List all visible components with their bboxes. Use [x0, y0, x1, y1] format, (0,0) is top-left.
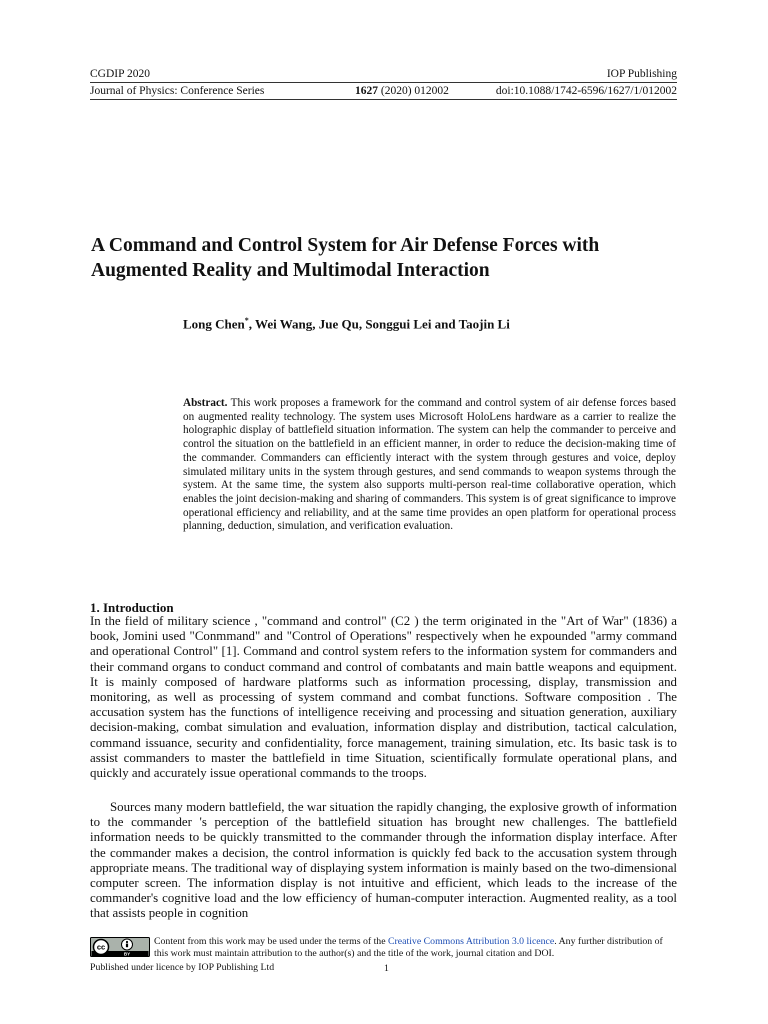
first-author: Long Chen [183, 316, 245, 332]
license-text-after: . Any further distribution of this work must maintain attribution to the author(s) and the title of the work, journal citation and DOI. [154, 936, 663, 959]
cc-icon-label: cc [96, 942, 106, 952]
corresponding-author-mark: * [244, 316, 249, 325]
header-rule-top [90, 82, 677, 83]
license-notice [154, 936, 679, 960]
page-number: 1 [384, 963, 389, 974]
volume-detail: (2020) 012002 [380, 85, 449, 97]
intro-paragraph-1: In the field of military science , "command and control" (C2 ) the term originated in the "Art of War" (1836) a book, Jomini used "Conmmand" and "Control of Operations" respectively when he expounded "army command and operational Control" [1]. Command and control system refers to the information system for commanders and their command organs to conduct command and control of combatants and main battle weapons and equipment. It is mainly composed of hardware platforms such as information processing, display, transmission and monitoring, as well as processing of system command and combat functions. Software composition . The accusation system has the functions of intelligence receiving and processing and situation generation, auxiliary decision-making, combat simulation and evaluation, information display and distribution, tactical calculation, command issuance, security and confidentiality, force management, training simulation, etc. Its basic task is to assist commanders to master the battlefield in time Situation, scientifically formulate operational plans, and quickly and accurately issue operational commands to the troops. [90, 614, 677, 781]
other-authors: , Wei Wang, Jue Qu, Songgui Lei and Taojin Li [248, 316, 510, 332]
abstract [183, 397, 676, 534]
abstract-label: Abstract. [183, 397, 228, 409]
by-label: BY [123, 951, 131, 957]
paper-title: A Command and Control System for Air Defense Forces with Augmented Reality and Multimodal Interaction [91, 235, 600, 281]
volume-info [355, 84, 449, 98]
header-rule-bottom [90, 99, 677, 100]
volume-number: 1627 [355, 85, 378, 97]
published-under-licence: Published under licence by IOP Publishing Ltd [90, 962, 275, 973]
doi: doi:10.1088/1742-6596/1627/1/012002 [495, 85, 677, 97]
license-text-before: Content from this work may be used under the terms of the [154, 936, 386, 947]
journal-series: Journal of Physics: Conference Series [90, 85, 265, 97]
author-list [183, 316, 510, 332]
intro-paragraph-2: Sources many modern battlefield, the war situation the rapidly changing, the explosive growth of information to the commander 's perception of the battlefield situation has brought new challenges. The battlefield information needs to be quickly transmitted to the commander through the information display interface. After the commander makes a decision, the control information is quickly fed back to the accusation system through appropriate means. The traditional way of displaying system information is mainly based on the two-dimensional computer screen. The information display is not intuitive and efficient, which leads to the increase of the commander's cognitive load and the low efficiency of human-computer interaction. Augmented reality, as a tool that assists people in cognition [90, 800, 677, 921]
section-heading-introduction: 1. Introduction [90, 600, 174, 615]
creative-commons-badge [90, 937, 150, 957]
abstract-text: This work proposes a framework for the command and control system of air defense forces based on augmented reality technology. The system uses Microsoft HoloLens hardware as a carrier to realize the holographic display of battlefield situation information. The system can help the commander to perceive and control the situation on the battlefield in an efficient manner, in order to reduce the decision-making time of the commander. Commanders can efficiently interact with the system through gestures and voice, deploy simulated military units in the system through gestures, and send commands to weapon systems through the system. At the same time, the system also supports multi-person real-time collaborative operation, which enables the joint decision-making and sharing of commanders. This system is of great significance to improve operational efficiency and reliability, and at the same time provides an open platform for operational process planning, deduction, simulation, and verification evaluation. [183, 397, 676, 533]
conference-name: CGDIP 2020 [90, 68, 150, 80]
creative-commons-link[interactable]: Creative Commons Attribution 3.0 licence [388, 936, 555, 947]
publisher-name: IOP Publishing [606, 68, 677, 80]
